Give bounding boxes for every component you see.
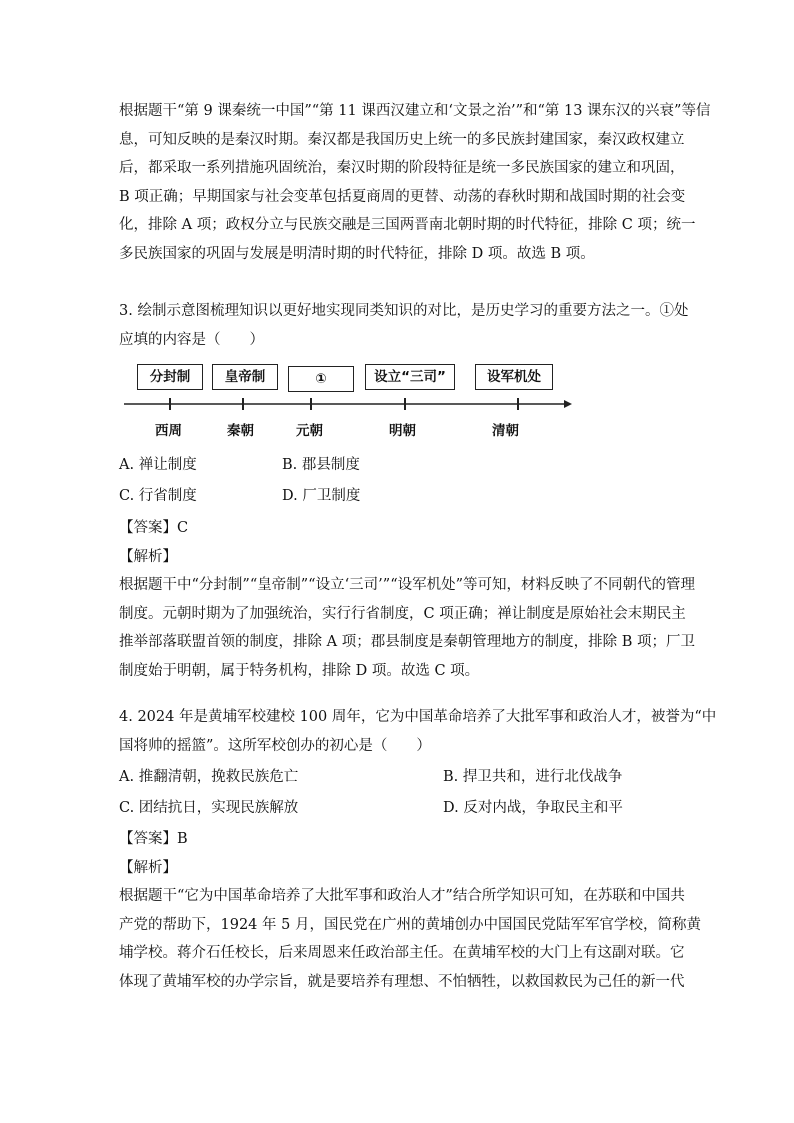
question-4-stem: [119, 703, 717, 760]
question-3-stem: [119, 297, 689, 354]
analysis-label: 【解析】: [119, 548, 177, 565]
text-line: 体现了黄埔军校的办学宗旨，就是要培养有理想、不怕牺牲，以救国救民为己任的新一代: [119, 973, 685, 990]
timeline-tick: [169, 398, 171, 410]
text-line: 根据题干“第 9 课秦统一中国”“第 11 课西汉建立和‘文景之治’”和“第 13 课东汉的兴衰”等信: [119, 103, 711, 119]
text-line: B 项正确；早期国家与社会变革包括夏商周的更替、动荡的春秋时期和战国时期的社会变: [119, 188, 686, 205]
option-b[interactable]: B. 捍卫共和，进行北伐战争: [443, 769, 623, 785]
text-line: 产党的帮助下，1924 年 5 月，国民党在广州的黄埔创办中国国民党陆军军官学校，简称黄: [119, 916, 701, 933]
q4-answer-block: [119, 825, 701, 997]
q3-answer-block: [119, 514, 696, 686]
option-a[interactable]: A. 禅让制度: [119, 457, 197, 473]
option-c[interactable]: C. 行省制度: [119, 488, 197, 504]
diagram-box-2: 皇帝制: [212, 364, 278, 390]
diagram-box-3: ①: [288, 366, 354, 392]
text-line: 3. 绘制示意图梳理知识以更好地实现同类知识的对比，是历史学习的重要方法之一。①处: [119, 303, 689, 319]
text-line: 根据题干“它为中国革命培养了大批军事和政治人才”结合所学知识可知，在苏联和中国共: [119, 888, 685, 905]
text-line: 国将帅的摇篮”。这所军校创办的初心是（ ）: [119, 737, 431, 754]
text-line: 息，可知反映的是秦汉时期。秦汉都是我国历史上统一的多民族封建国家，秦汉政权建立: [119, 131, 685, 148]
text-line: 多民族国家的巩固与发展是明清时期的时代特征，排除 D 项。故选 B 项。: [119, 245, 595, 262]
text-line: 埔学校。蒋介石任校长，后来周恩来任政治部主任。在黄埔军校的大门上有这副对联。它: [119, 945, 685, 962]
answer-label: 【答案】B: [119, 831, 188, 847]
era-label: 西周: [155, 423, 182, 439]
era-label: 秦朝: [227, 423, 254, 439]
diagram-box-4: 设立“三司”: [365, 364, 455, 390]
option-d[interactable]: D. 反对内战，争取民主和平: [443, 800, 623, 816]
timeline-tick: [242, 398, 244, 410]
era-label: 清朝: [492, 423, 519, 439]
timeline-tick: [517, 398, 519, 410]
diagram-box-5: 设军机处: [475, 364, 553, 390]
text-line: 制度始于明朝，属于特务机构，排除 D 项。故选 C 项。: [119, 662, 480, 679]
text-line: 应填的内容是（ ）: [119, 331, 264, 348]
diagram-box-1: 分封制: [137, 364, 203, 390]
text-line: 化，排除 A 项；政权分立与民族交融是三国两晋南北朝时期的时代特征，排除 C 项；统一: [119, 217, 696, 234]
prev-analysis-paragraph: [119, 97, 711, 269]
era-label: 明朝: [389, 423, 416, 439]
text-line: 制度。元朝时期为了加强统治，实行行省制度，C 项正确；禅让制度是原始社会末期民主: [119, 605, 686, 622]
option-d[interactable]: D. 厂卫制度: [282, 488, 361, 504]
timeline-tick: [310, 398, 312, 410]
text-line: 推举部落联盟首领的制度，排除 A 项；郡县制度是秦朝管理地方的制度，排除 B 项；厂卫: [119, 634, 696, 651]
text-line: 4. 2024 年是黄埔军校建校 100 周年，它为中国革命培养了大批军事和政治人才，被誉为“中: [119, 709, 717, 725]
option-c[interactable]: C. 团结抗日，实现民族解放: [119, 800, 299, 816]
answer-label: 【答案】C: [119, 520, 189, 536]
timeline-tick: [404, 398, 406, 410]
timeline-arrow: [120, 396, 576, 412]
analysis-label: 【解析】: [119, 859, 177, 876]
text-line: 后，都采取一系列措施巩固统治，秦汉时期的阶段特征是统一多民族国家的建立和巩固，: [119, 160, 685, 177]
text-line: 根据题干中“分封制”“皇帝制”“设立‘三司’”“设军机处”等可知，材料反映了不同朝代的管理: [119, 577, 696, 594]
option-a[interactable]: A. 推翻清朝，挽救民族危亡: [119, 769, 299, 785]
era-label: 元朝: [296, 423, 323, 439]
option-b[interactable]: B. 郡县制度: [282, 457, 360, 473]
